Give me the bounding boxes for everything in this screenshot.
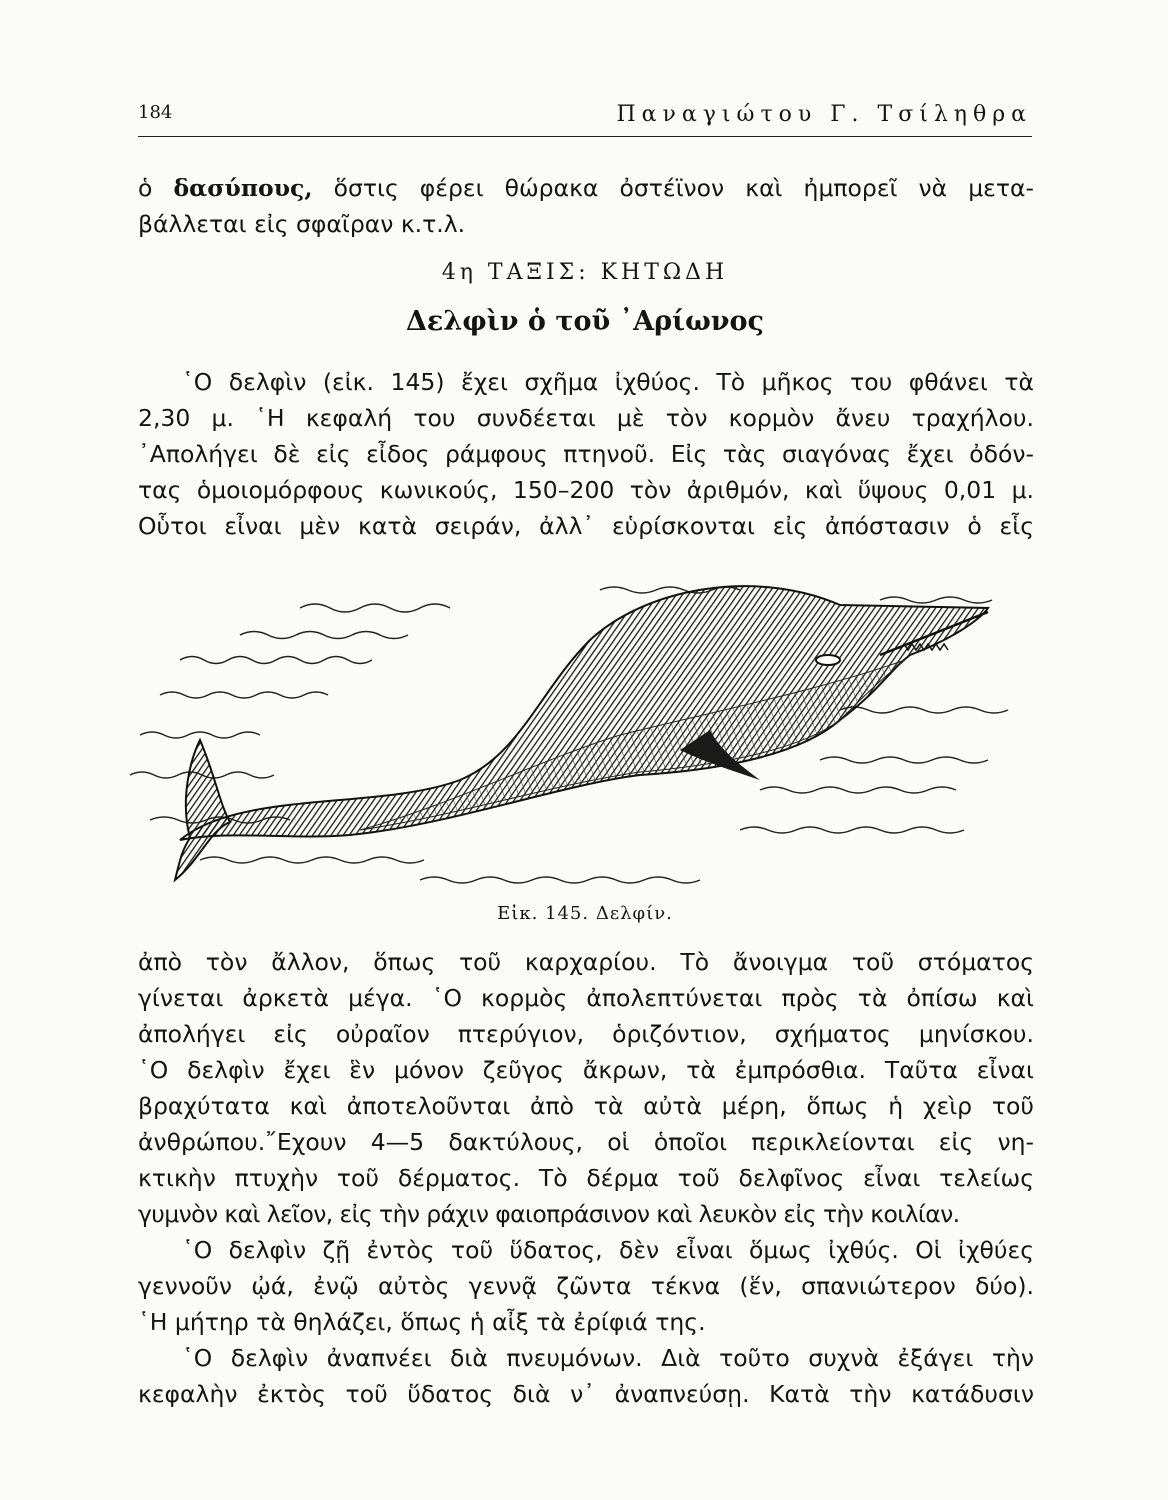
text-line: κεφαλὴν ἐκτὸς τοῦ ὕδατος διὰ ν᾽ ἀναπνεύσῃ. Κατὰ τὴν κατάδυσιν (138, 1380, 1034, 1408)
intro-paragraph (138, 170, 1034, 242)
text-line: ῾Ο δελφὶν ἔχει ἓν μόνον ζεῦγος ἄκρων, τὰ ἐμπρόσθια. Ταῦτα εἶναι (138, 1056, 1034, 1084)
text-line: ἀπὸ τὸν ἄλλον, ὅπως τοῦ καρχαρίου. Τὸ ἄνοιγμα τοῦ στόματος (138, 948, 1034, 976)
text-line: ῾Η μήτηρ τὰ θηλάζει, ὅπως ἡ αἶξ τὰ ἐρίφιά της. (138, 1308, 706, 1336)
order-heading: 4η ΤΑΞΙΣ: ΚΗΤΩΔΗ (441, 260, 729, 285)
text-line: γυμνὸν καὶ λεῖον, εἰς τὴν ράχιν φαιοπράσινον καὶ λευκὸν εἰς τὴν κοιλίαν. (138, 1200, 960, 1228)
article-prefix: ὁ (138, 174, 153, 202)
text-line: ᾽Απολήγει δὲ εἰς εἶδος ράμφους πτηνοῦ. Εἰς τὰς σιαγόνας ἔχει ὀδόν- (138, 440, 1034, 468)
dolphin-illustration (120, 560, 1020, 900)
text-line: ῾Ο δελφὶν ζῇ ἐντὸς τοῦ ὕδατος, δὲν εἶναι ὅμως ἰχθύς. Οἱ ἰχθύες (182, 1236, 1034, 1264)
text-line: ῾Ο δελφὶν (εἰκ. 145) ἔχει σχῆμα ἰχθύος. Τὸ μῆκος του φθάνει τὰ (182, 368, 1034, 396)
text-line: ἀνθρώπου.῎Εχουν 4—5 δακτύλους, οἱ ὁποῖοι περικλείονται εἰς νη- (138, 1128, 1034, 1156)
text-line: κτικὴν πτυχὴν τοῦ δέρματος. Τὸ δέρμα τοῦ δελφῖνος εἶναι τελείως (138, 1164, 1034, 1192)
page-header (138, 100, 1032, 137)
text-line: 2,30 μ. ῾Η κεφαλή του συνδέεται μὲ τὸν κορμὸν ἄνευ τραχήλου. (138, 404, 1034, 432)
text-line: βραχύτατα καὶ ἀποτελοῦνται ἀπὸ τὰ αὐτὰ μέρη, ὅπως ἡ χεὶρ τοῦ (138, 1092, 1034, 1120)
text-line: Οὗτοι εἶναι μὲν κατὰ σειράν, ἀλλ᾽ εὑρίσκονται εἰς ἀπόστασιν ὁ εἷς (138, 512, 1034, 540)
intro-line-rest: ὅστις φέρει θώρακα ὀστέϊνον καὶ ἠμπορεῖ νὰ μετα- (333, 174, 1034, 202)
section-heading: Δελφὶν ὁ τοῦ ᾽Αρίωνος (405, 306, 764, 337)
text-line: ἀπολήγει εἰς οὐραῖον πτερύγιον, ὁριζόντιον, σχήματος μηνίσκου. (138, 1020, 1034, 1048)
text-line: τας ὁμοιομόρφους κωνικούς, 150–200 τὸν ἀριθμόν, καὶ ὕψους 0,01 μ. (138, 476, 1034, 504)
page-number: 184 (138, 102, 173, 123)
text-line (138, 170, 1034, 206)
dolphin-eye (816, 655, 840, 665)
text-line: γίνεται ἀρκετὰ μέγα. ῾Ο κορμὸς ἀπολεπτύνεται πρὸς τὰ ὀπίσω καὶ (138, 984, 1034, 1012)
text-line: γεννοῦν ᾠά, ἐνῷ αὐτὸς γεννᾷ ζῶντα τέκνα (ἕν, σπανιώτερον δύο). (138, 1272, 1034, 1300)
running-head: Παναγιώτου Γ. Τσίληθρα (616, 102, 1032, 127)
paragraph-1 (138, 364, 1034, 544)
text-line: βάλλεται εἰς σφαῖραν κ.τ.λ. (138, 210, 466, 238)
dolphin-body (180, 586, 988, 840)
figure-caption: Εἰκ. 145. Δελφίν. (497, 903, 673, 924)
paragraph-2 (138, 944, 1034, 1412)
highlighted-term: δασύπους, (173, 174, 313, 202)
text-line: ῾Ο δελφὶν ἀναπνέει διὰ πνευμόνων. Διὰ τοῦτο συχνὰ ἐξάγει τὴν (182, 1344, 1034, 1372)
